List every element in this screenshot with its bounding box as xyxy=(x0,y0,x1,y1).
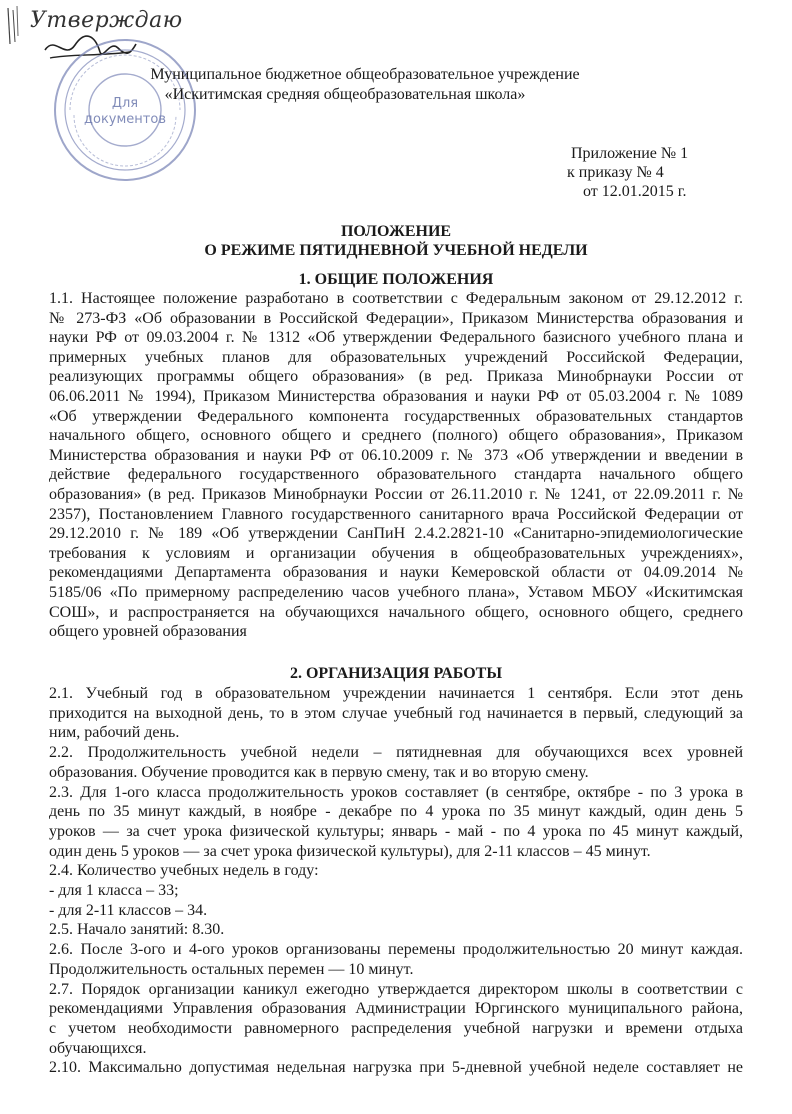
paragraph-line: «Об утверждении Федерального компонента государственных образовательных стандартов xyxy=(49,407,743,425)
org-name-line-2: «Искитимская средняя общеобразовательная школа» xyxy=(164,86,526,103)
paragraph-line: 2.6. После 3-ого и 4-ого уроков организованы перемены продолжительностью 20 минут каждая. xyxy=(49,941,743,959)
paragraph-line: 2.4. Количество учебных недель в году: xyxy=(49,862,319,880)
paragraph-line: № 273-ФЗ «Об образовании в Российской Федерации», Приказом Министерства образования и xyxy=(49,309,743,327)
paragraph-line: требования к условиям и организации обучения в общеобразовательных учреждениях», xyxy=(49,544,743,562)
paragraph-line: рекомендациями Департамента образования и науки Кемеровской области от 04.09.2014 № xyxy=(49,564,743,582)
paragraph-line: 1.1. Настоящее положение разработано в соответствии с Федеральным законом от 29.12.2012 г. xyxy=(49,290,743,307)
paragraph-line: 06.06.2011 № 1994), Приказом Министерства образования и науки РФ от 05.03.2004 г. № 1089 xyxy=(49,388,743,405)
stamp-text-1: Для xyxy=(111,96,139,111)
document-subtitle: О РЕЖИМЕ ПЯТИДНЕВНОЙ УЧЕБНОЙ НЕДЕЛИ xyxy=(204,242,588,259)
paragraph-line: - для 2-11 классов – 34. xyxy=(49,901,208,919)
paragraph-line: СОШ», и распространяется на обучающихся начального общего, основного общего, среднего xyxy=(49,603,743,621)
paragraph-line: действие федерального государственного образовательного стандарта начального общего xyxy=(49,466,743,484)
paragraph-line: Продолжительность остальных перемен — 10 минут. xyxy=(49,960,414,978)
org-name-line-1: Муниципальное бюджетное общеобразовательное учреждение xyxy=(150,66,580,83)
appendix-date: от 12.01.2015 г. xyxy=(583,183,687,200)
document-title: ПОЛОЖЕНИЕ xyxy=(340,223,452,240)
paragraph-line: с учетом необходимости равномерного распределения учебной нагрузки и времени отдыха xyxy=(49,1019,743,1037)
paragraph-line: уроков — за счет урока физической культуры; январь - май - по 4 урока по 45 минут каждый, xyxy=(49,822,743,840)
appendix-order: к приказу № 4 xyxy=(567,164,664,181)
paragraph-line: 2.5. Начало занятий: 8.30. xyxy=(49,921,225,939)
paragraph-line: 2.2. Продолжительность учебной недели – пятидневная для обучающихся всех уровней xyxy=(49,744,743,762)
approval-handwriting: Утверждаю xyxy=(30,8,183,33)
paragraph-line: 2.3. Для 1-ого класса продолжительность уроков составляет (в сентябре, октябре - по 3 урока в xyxy=(49,783,743,801)
paragraph-line: 2.7. Порядок организации каникул ежегодно утверждается директором школы в соответствии с xyxy=(49,980,743,998)
paragraph-line: примерных учебных планов для образовательных учреждений Российской Федерации, xyxy=(49,348,743,366)
section-2-heading: 2. ОРГАНИЗАЦИЯ РАБОТЫ xyxy=(289,665,503,682)
section-1-heading: 1. ОБЩИЕ ПОЛОЖЕНИЯ xyxy=(298,271,494,288)
paragraph-line: науки РФ от 09.03.2004 г. № 1312 «Об утверждении Федерального базисного учебного плана и xyxy=(49,329,743,347)
round-stamp xyxy=(50,35,200,185)
paragraph-line: ним, рабочий день. xyxy=(49,724,180,742)
paragraph-line: 2357), Постановлением Главного государственного санитарного врача Российской Федерации от xyxy=(49,505,743,523)
paragraph-line: 29.12.2010 г. № 189 «Об утверждении СанПиН 2.4.2.2821-10 «Санитарно-эпидемиологические xyxy=(49,525,743,543)
paragraph-line: приходится на выходной день, то в этом случае учебный год начинается в первый, следующий за xyxy=(49,704,743,722)
appendix-number: Приложение № 1 xyxy=(571,145,689,162)
paragraph-line: обучающихся. xyxy=(49,1039,147,1057)
paragraph-line: образования» (в ред. Приказов Минобрнауки России от 26.11.2010 г. № 1241, от 22.09.2011 г. № xyxy=(49,486,743,503)
paragraph-line: рекомендациями Управления образования Администрации Юргинского муниципального района, xyxy=(49,1000,743,1018)
paragraph-line: один день 5 уроков — за счет урока физической культуры), для 2-11 классов – 45 минут. xyxy=(49,842,651,860)
paragraph-line: 5185/06 «По примерному распределению часов учебного плана», Уставом МБОУ «Искитимская xyxy=(49,584,743,601)
paragraph-line: образования. Обучение проводится как в первую смену, так и во вторую смену. xyxy=(49,763,589,781)
paragraph-line: 2.1. Учебный год в образовательном учреждении начинается 1 сентября. Если этот день xyxy=(49,685,743,702)
paragraph-line: реализующих программы общего образования» (в ред. Приказа Минобрнауки России от xyxy=(49,368,743,386)
stamp-text-2: документов xyxy=(84,112,166,127)
paragraph-line: 2.10. Максимально допустимая недельная нагрузка при 5-дневной учебной неделе составляет не xyxy=(49,1059,743,1077)
scan-edge-marks xyxy=(4,6,24,46)
paragraph-line: день по 35 минут каждый, в ноябре - декабре по 4 урока по 35 минут каждый, один день 5 xyxy=(49,803,743,821)
paragraph-line: - для 1 класса – 33; xyxy=(49,882,179,899)
paragraph-line: начального общего, основного общего и среднего (полного) общего образования», Приказом xyxy=(49,427,743,445)
paragraph-line: Министерства образования и науки РФ от 06.10.2009 г. № 373 «Об утверждении и введении в xyxy=(49,446,743,464)
paragraph-line: общего уровней образования xyxy=(49,623,247,641)
